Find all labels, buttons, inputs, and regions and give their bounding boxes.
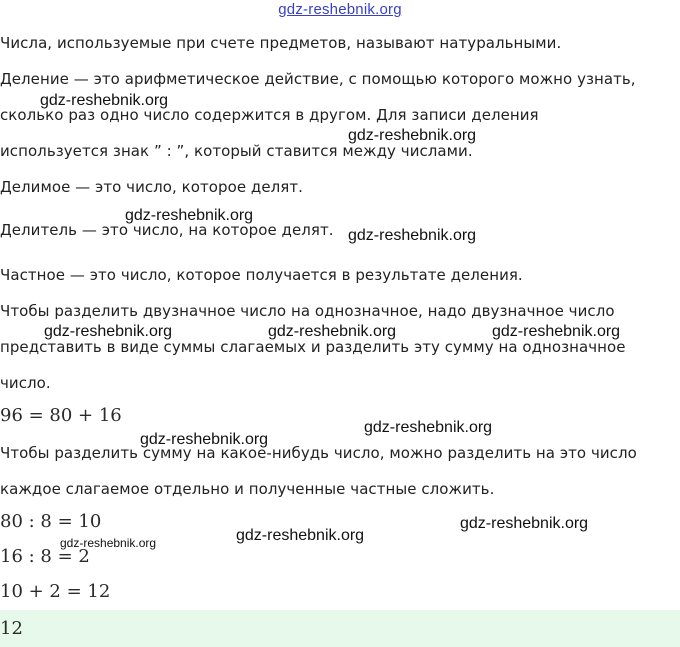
answer-bar <box>0 610 680 647</box>
text-line-division-sign: используется знак ” : ”, который ставится между числами. <box>0 142 473 160</box>
text-line-rule-two-digit-cont: представить в виде суммы слагаемых и разделить эту сумму на однозначное <box>0 338 626 356</box>
watermark: gdz-reshebnik.org <box>492 323 621 340</box>
text-line-divisor: Делитель — это число, на которое делят. <box>0 221 334 239</box>
watermark: gdz-reshebnik.org <box>268 323 397 340</box>
watermark: gdz-reshebnik.org <box>348 227 477 244</box>
text-line-rule-two-digit: Чтобы разделить двузначное число на однозначное, надо двузначное число <box>0 302 615 320</box>
text-line-division-definition: Деление — это арифметическое действие, с помощью которого можно узнать, <box>0 70 636 88</box>
math-line-sum-of-quotients: 10 + 2 = 12 <box>0 581 111 602</box>
watermark: gdz-reshebnik.org <box>44 323 173 340</box>
text-line-natural-numbers: Числа, используемые при счете предметов, называют натуральными. <box>0 34 562 52</box>
answer-value: 12 <box>0 618 23 639</box>
text-line-quotient: Частное — это число, которое получается в результате деления. <box>0 266 523 284</box>
watermark: gdz-reshebnik.org <box>140 431 269 448</box>
text-line-rule-sum: Чтобы разделить сумму на какое-нибудь число, можно разделить на это число <box>0 444 637 462</box>
site-header-link[interactable]: gdz-reshebnik.org <box>278 1 402 18</box>
watermark: gdz-reshebnik.org <box>125 207 254 224</box>
watermark-small: gdz-reshebnik.org <box>60 536 157 550</box>
watermark: gdz-reshebnik.org <box>40 92 169 109</box>
text-line-rule-two-digit-end: число. <box>0 374 51 392</box>
watermark: gdz-reshebnik.org <box>364 419 493 436</box>
text-line-dividend: Делимое — это число, которое делят. <box>0 178 303 196</box>
math-line-first-quotient: 80 : 8 = 10 <box>0 511 102 532</box>
watermark: gdz-reshebnik.org <box>348 127 477 144</box>
text-line-division-definition-cont: сколько раз одно число содержится в другом. Для записи деления <box>0 106 539 124</box>
math-line-second-quotient: 16 : 8 = 2 <box>0 546 90 567</box>
math-line-decomposition: 96 = 80 + 16 <box>0 405 122 426</box>
text-line-rule-sum-cont: каждое слагаемое отдельно и полученные частные сложить. <box>0 480 495 498</box>
watermark: gdz-reshebnik.org <box>460 515 589 532</box>
watermark: gdz-reshebnik.org <box>236 527 365 544</box>
